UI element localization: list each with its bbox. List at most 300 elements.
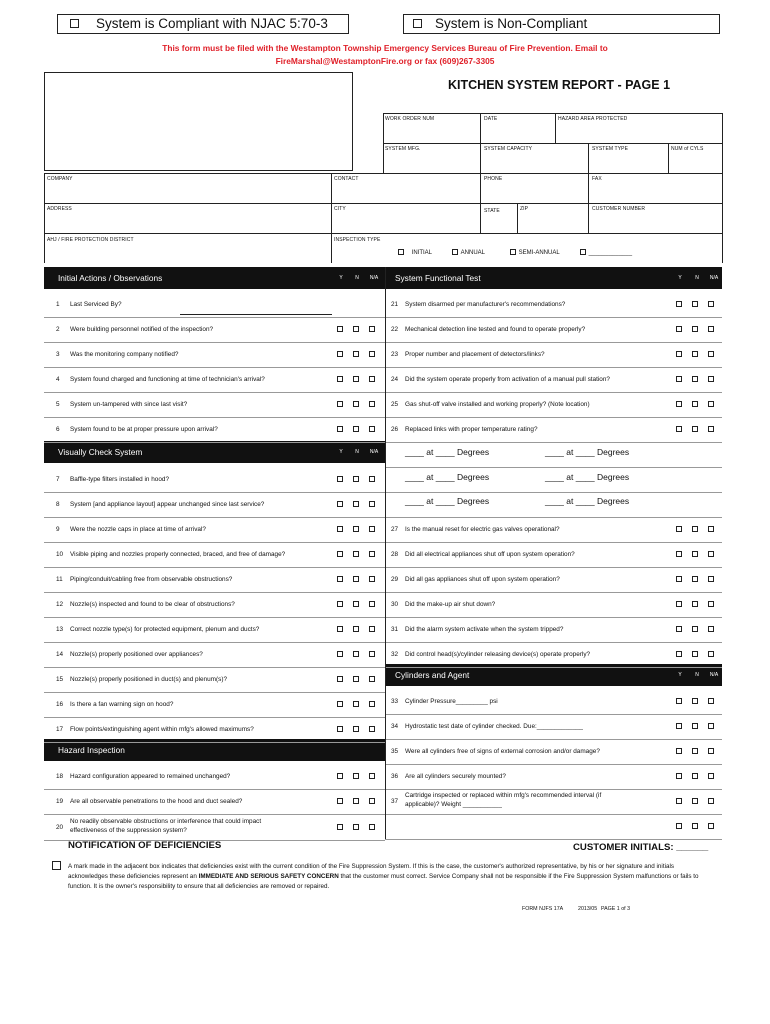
no-checkbox[interactable] <box>353 601 359 607</box>
yes-checkbox[interactable] <box>676 798 682 804</box>
work-order-label: WORK ORDER NUM <box>385 116 435 122</box>
right-item-row <box>385 764 722 789</box>
degree-entry[interactable]: ____ at ____ Degrees <box>405 447 490 457</box>
item-text: System found to be at proper pressure upon arrival? <box>70 426 218 433</box>
yn-checkboxes <box>676 417 724 442</box>
no-checkbox[interactable] <box>353 824 359 830</box>
na-checkbox[interactable] <box>708 823 714 829</box>
no-checkbox[interactable] <box>353 526 359 532</box>
left-item-row <box>50 517 385 542</box>
col-y: Y <box>678 275 682 281</box>
inspection-semi-annual-option[interactable] <box>510 249 560 256</box>
item-text: Did all electrical appliances shut off upon system operation? <box>405 551 575 558</box>
yn-checkboxes <box>337 717 385 742</box>
hazard-title: Hazard Inspection <box>58 745 125 755</box>
item-number: 22 <box>391 326 399 333</box>
divider <box>383 113 722 114</box>
yn-checkboxes <box>676 714 724 739</box>
na-checkbox[interactable] <box>708 351 714 357</box>
na-checkbox[interactable] <box>369 626 375 632</box>
no-checkbox[interactable] <box>692 748 698 754</box>
left-item-row <box>50 392 385 417</box>
semi-annual-checkbox[interactable] <box>510 249 516 255</box>
yes-checkbox[interactable] <box>676 698 682 704</box>
inspection-annual-option[interactable] <box>452 249 485 256</box>
yes-checkbox[interactable] <box>337 726 343 732</box>
yes-checkbox[interactable] <box>337 551 343 557</box>
row-divider <box>385 667 722 668</box>
item-text: System un-tampered with since last visit? <box>70 401 188 408</box>
item-text: Did the alarm system activate when the system tripped? <box>405 626 564 633</box>
na-checkbox[interactable] <box>708 773 714 779</box>
yes-checkbox[interactable] <box>676 651 682 657</box>
yes-checkbox[interactable] <box>676 626 682 632</box>
item-text: Mechanical detection line tested and found to operate properly? <box>405 326 586 333</box>
annual-label: ANNUAL <box>460 249 486 256</box>
logo-area <box>44 72 353 171</box>
yes-checkbox[interactable] <box>676 376 682 382</box>
yes-checkbox[interactable] <box>337 651 343 657</box>
no-checkbox[interactable] <box>692 723 698 729</box>
item-number: 16 <box>56 701 64 708</box>
no-checkbox[interactable] <box>353 701 359 707</box>
na-checkbox[interactable] <box>369 701 375 707</box>
yn-checkboxes <box>337 417 385 442</box>
yn-checkboxes <box>676 689 724 714</box>
no-checkbox[interactable] <box>692 651 698 657</box>
yes-checkbox[interactable] <box>337 426 343 432</box>
system-functional-title: System Functional Test <box>395 273 481 283</box>
initial-checkbox[interactable] <box>398 249 404 255</box>
item-number: 1 <box>56 301 60 308</box>
no-checkbox[interactable] <box>692 626 698 632</box>
yn-checkboxes <box>337 467 385 492</box>
na-checkbox[interactable] <box>708 301 714 307</box>
item-number: 17 <box>56 726 64 733</box>
yes-checkbox[interactable] <box>676 326 682 332</box>
na-checkbox[interactable] <box>708 376 714 382</box>
left-item-row <box>50 567 385 592</box>
no-checkbox[interactable] <box>692 698 698 704</box>
report-title: KITCHEN SYSTEM REPORT - PAGE 1 <box>448 78 671 92</box>
yn-checkboxes <box>337 317 385 342</box>
no-checkbox[interactable] <box>353 773 359 779</box>
yn-checkboxes <box>676 517 724 542</box>
yn-checkboxes <box>676 317 724 342</box>
noncompliant-label: System is Non-Compliant <box>435 16 588 31</box>
na-checkbox[interactable] <box>369 351 375 357</box>
na-checkbox[interactable] <box>708 551 714 557</box>
right-item-row <box>385 789 722 814</box>
na-checkbox[interactable] <box>708 651 714 657</box>
yn-checkboxes <box>337 592 385 617</box>
no-checkbox[interactable] <box>353 501 359 507</box>
item-number: 33 <box>391 698 399 705</box>
divider <box>588 173 589 233</box>
row-divider <box>385 492 722 493</box>
last-serviced-line[interactable] <box>180 314 332 315</box>
customer-number-label: CUSTOMER NUMBER <box>592 206 646 212</box>
degree-entry[interactable]: ____ at ____ Degrees <box>405 496 490 506</box>
right-item-row <box>385 642 722 667</box>
na-checkbox[interactable] <box>708 401 714 407</box>
left-item-row <box>50 317 385 342</box>
item-text: Replaced links with proper temperature rating? <box>405 426 538 433</box>
item-text: Proper number and placement of detectors/links? <box>405 351 545 358</box>
yes-checkbox[interactable] <box>337 601 343 607</box>
yes-checkbox[interactable] <box>337 701 343 707</box>
system-capacity-label: SYSTEM CAPACITY <box>484 146 533 152</box>
divider <box>480 173 481 233</box>
item-number: 11 <box>56 576 63 583</box>
row-divider <box>44 742 385 743</box>
visually-check-header <box>44 441 385 463</box>
annual-checkbox[interactable] <box>452 249 458 255</box>
date-label: DATE <box>484 116 498 122</box>
customer-initials[interactable]: CUSTOMER INITIALS: ______ <box>573 842 709 853</box>
system-functional-header <box>385 267 722 289</box>
yes-checkbox[interactable] <box>676 773 682 779</box>
no-checkbox[interactable] <box>353 651 359 657</box>
address-label: ADDRESS <box>47 206 72 212</box>
yn-checkboxes <box>337 542 385 567</box>
fax-label: FAX <box>592 176 602 182</box>
right-item-row <box>385 567 722 592</box>
yn-checkboxes <box>676 814 724 839</box>
na-checkbox[interactable] <box>708 748 714 754</box>
no-checkbox[interactable] <box>353 426 359 432</box>
deficiency-checkbox[interactable] <box>52 861 61 870</box>
yn-checkboxes <box>676 367 724 392</box>
yes-checkbox[interactable] <box>676 601 682 607</box>
na-checkbox[interactable] <box>708 798 714 804</box>
divider <box>555 113 556 143</box>
item-number: 28 <box>391 551 399 558</box>
item-text: Hazard configuration appeared to remained unchanged? <box>70 773 231 780</box>
yes-checkbox[interactable] <box>337 576 343 582</box>
compliance-box-compliant <box>57 14 349 34</box>
divider <box>480 113 481 143</box>
item-number: 19 <box>56 798 64 805</box>
noncompliant-checkbox[interactable] <box>413 19 422 28</box>
yes-checkbox[interactable] <box>337 773 343 779</box>
no-checkbox[interactable] <box>692 601 698 607</box>
no-checkbox[interactable] <box>692 326 698 332</box>
right-item-row <box>385 367 722 392</box>
na-checkbox[interactable] <box>369 526 375 532</box>
item-text: Did all gas appliances shut off upon system operation? <box>405 576 560 583</box>
visually-check-title: Visually Check System <box>58 447 143 457</box>
form-id: FORM NJFS 17A <box>522 906 564 912</box>
no-checkbox[interactable] <box>353 401 359 407</box>
na-checkbox[interactable] <box>369 824 375 830</box>
no-checkbox[interactable] <box>692 798 698 804</box>
item-number: 9 <box>56 526 60 533</box>
filing-notice <box>0 42 770 68</box>
divider <box>480 143 481 173</box>
other-label: _____________ <box>588 249 633 256</box>
no-checkbox[interactable] <box>692 576 698 582</box>
item-text: Were building personnel notified of the inspection? <box>70 326 214 333</box>
yes-checkbox[interactable] <box>676 551 682 557</box>
yes-checkbox[interactable] <box>676 301 682 307</box>
divider <box>517 203 518 233</box>
col-na: N/A <box>709 275 719 281</box>
divider <box>383 113 384 173</box>
degree-entry[interactable]: ____ at ____ Degrees <box>545 447 630 457</box>
yes-checkbox[interactable] <box>676 723 682 729</box>
row-divider <box>44 442 385 443</box>
yes-checkbox[interactable] <box>676 401 682 407</box>
right-item-row <box>385 689 722 714</box>
yes-checkbox[interactable] <box>676 526 682 532</box>
right-item-row <box>385 592 722 617</box>
left-item-row <box>50 815 385 840</box>
na-checkbox[interactable] <box>708 601 714 607</box>
right-item-row <box>385 342 722 367</box>
no-checkbox[interactable] <box>353 376 359 382</box>
left-item-row <box>50 367 385 392</box>
col-n: N <box>355 449 359 455</box>
contact-label: CONTACT <box>334 176 359 182</box>
item-text: Was the monitoring company notified? <box>70 351 179 358</box>
form-revision: 2013/05 <box>578 906 598 912</box>
na-checkbox[interactable] <box>369 601 375 607</box>
na-checkbox[interactable] <box>708 326 714 332</box>
na-checkbox[interactable] <box>369 798 375 804</box>
item-number: 13 <box>56 626 64 633</box>
company-label: COMPANY <box>47 176 73 182</box>
no-checkbox[interactable] <box>692 551 698 557</box>
no-checkbox[interactable] <box>353 551 359 557</box>
na-checkbox[interactable] <box>369 651 375 657</box>
yes-checkbox[interactable] <box>676 576 682 582</box>
item-text: Gas shut-off valve installed and working properly? (Note location) <box>405 401 590 408</box>
item-text: Piping/conduit/cabling free from observable obstructions? <box>70 576 233 583</box>
semi-annual-label: SEMI-ANNUAL <box>518 249 560 256</box>
item-number: 25 <box>391 401 399 408</box>
no-checkbox[interactable] <box>353 476 359 482</box>
yn-checkboxes <box>337 764 385 789</box>
na-checkbox[interactable] <box>369 376 375 382</box>
inspection-other-option[interactable] <box>580 249 632 256</box>
na-checkbox[interactable] <box>708 626 714 632</box>
no-checkbox[interactable] <box>353 626 359 632</box>
yes-checkbox[interactable] <box>676 748 682 754</box>
yes-checkbox[interactable] <box>676 823 682 829</box>
yes-checkbox[interactable] <box>337 798 343 804</box>
left-item-row <box>50 417 385 442</box>
left-item-row <box>50 717 385 742</box>
col-na: N/A <box>369 449 379 455</box>
item-text: Were the nozzle caps in place at time of arrival? <box>70 526 206 533</box>
left-item-row <box>50 667 385 692</box>
na-checkbox[interactable] <box>369 551 375 557</box>
yes-checkbox[interactable] <box>676 426 682 432</box>
no-checkbox[interactable] <box>692 526 698 532</box>
yes-checkbox[interactable] <box>337 376 343 382</box>
item-text: Are all observable penetrations to the hood and duct sealed? <box>70 798 243 805</box>
item-number: 10 <box>56 551 64 558</box>
yes-checkbox[interactable] <box>337 476 343 482</box>
filing-notice-line2: FireMarshal@WestamptonFire.org or fax (609)267-3305 <box>275 56 495 66</box>
cylinders-title: Cylinders and Agent <box>395 670 470 680</box>
compliant-checkbox[interactable] <box>70 19 79 28</box>
na-checkbox[interactable] <box>369 401 375 407</box>
yes-checkbox[interactable] <box>337 501 343 507</box>
other-checkbox[interactable] <box>580 249 586 255</box>
item-number: 5 <box>56 401 60 408</box>
na-checkbox[interactable] <box>708 698 714 704</box>
inspection-initial-option[interactable] <box>398 249 432 256</box>
na-checkbox[interactable] <box>369 576 375 582</box>
no-checkbox[interactable] <box>692 426 698 432</box>
item-text: Nozzle(s) properly positioned over appliances? <box>70 651 203 658</box>
na-checkbox[interactable] <box>369 773 375 779</box>
item-text: Did the system operate properly from activation of a manual pull station? <box>405 376 610 383</box>
degree-entry[interactable]: ____ at ____ Degrees <box>545 472 630 482</box>
na-checkbox[interactable] <box>708 526 714 532</box>
na-checkbox[interactable] <box>369 501 375 507</box>
left-item-row <box>50 692 385 717</box>
yn-checkboxes <box>676 567 724 592</box>
col-n: N <box>355 275 359 281</box>
no-checkbox[interactable] <box>692 773 698 779</box>
col-y: Y <box>339 449 343 455</box>
inspection-type-label: INSPECTION TYPE <box>334 237 381 243</box>
no-checkbox[interactable] <box>353 351 359 357</box>
item-number: 31 <box>391 626 399 633</box>
yes-checkbox[interactable] <box>337 401 343 407</box>
item-number: 24 <box>391 376 399 383</box>
item-number: 26 <box>391 426 399 433</box>
left-item-row <box>50 789 385 814</box>
yn-checkboxes <box>337 815 385 840</box>
item-text: Are all cylinders securely mounted? <box>405 773 506 780</box>
col-na: N/A <box>369 275 379 281</box>
yes-checkbox[interactable] <box>337 351 343 357</box>
item-text: Baffle-type filters installed in hood? <box>70 476 169 483</box>
item-number: 4 <box>56 376 60 383</box>
initial-actions-title: Initial Actions / Observations <box>58 273 163 283</box>
divider <box>722 113 723 263</box>
divider <box>44 173 45 263</box>
system-mfg-label: SYSTEM MFG. <box>385 146 421 152</box>
item-text: Flow points/extinguishing agent within mfg's allowed maximums? <box>70 726 254 733</box>
na-checkbox[interactable] <box>369 726 375 732</box>
left-item-row <box>50 542 385 567</box>
yes-checkbox[interactable] <box>337 676 343 682</box>
divider <box>668 143 669 173</box>
deficiency-notice <box>68 862 708 892</box>
no-checkbox[interactable] <box>353 326 359 332</box>
right-item-row <box>385 739 722 764</box>
left-item-row <box>50 592 385 617</box>
yn-checkboxes <box>676 342 724 367</box>
yes-checkbox[interactable] <box>676 351 682 357</box>
compliance-box-noncompliant <box>403 14 720 34</box>
item-number: 15 <box>56 676 64 683</box>
city-label: CITY <box>334 206 346 212</box>
na-checkbox[interactable] <box>708 576 714 582</box>
right-item-row <box>385 417 722 442</box>
row-divider <box>385 442 722 443</box>
yn-checkboxes <box>676 739 724 764</box>
no-checkbox[interactable] <box>353 576 359 582</box>
no-checkbox[interactable] <box>692 301 698 307</box>
yn-checkboxes <box>337 342 385 367</box>
yn-checkboxes <box>337 367 385 392</box>
item-number: 27 <box>391 526 399 533</box>
yn-checkboxes <box>337 567 385 592</box>
na-checkbox[interactable] <box>708 723 714 729</box>
no-checkbox[interactable] <box>353 798 359 804</box>
item-number: 34 <box>391 723 399 730</box>
no-checkbox[interactable] <box>353 676 359 682</box>
item-text: Nozzle(s) properly positioned in duct(s) and plenum(s)? <box>70 676 227 683</box>
yn-checkboxes <box>676 592 724 617</box>
left-item-row <box>50 467 385 492</box>
left-item-row <box>50 342 385 367</box>
na-checkbox[interactable] <box>369 426 375 432</box>
left-item-row <box>50 492 385 517</box>
right-item-row <box>385 392 722 417</box>
no-checkbox[interactable] <box>692 376 698 382</box>
yes-checkbox[interactable] <box>337 326 343 332</box>
item-text: Hydrostatic test date of cylinder checked. Due:_____________ <box>405 723 583 730</box>
yes-checkbox[interactable] <box>337 626 343 632</box>
no-checkbox[interactable] <box>692 401 698 407</box>
item-number: 30 <box>391 601 399 608</box>
yes-checkbox[interactable] <box>337 526 343 532</box>
deficiency-notice-bold: IMMEDIATE AND SERIOUS SAFETY CONCERN <box>198 873 339 880</box>
degree-entry[interactable]: ____ at ____ Degrees <box>545 496 630 506</box>
yn-checkboxes <box>676 617 724 642</box>
divider <box>44 173 722 174</box>
yn-checkboxes <box>337 789 385 814</box>
item-text: Were all cylinders free of signs of external corrosion and/or damage? <box>405 748 600 755</box>
item-text: No readily observable obstructions or interference that could impact effectiveness of the suppression system? <box>70 818 262 834</box>
yn-checkboxes <box>676 542 724 567</box>
initial-label: INITIAL <box>411 249 433 256</box>
item-number: 35 <box>391 748 399 755</box>
degree-entry[interactable]: ____ at ____ Degrees <box>405 472 490 482</box>
row-divider <box>385 839 722 840</box>
item-number: 23 <box>391 351 399 358</box>
item-number: 32 <box>391 651 399 658</box>
right-item-row <box>385 617 722 642</box>
yes-checkbox[interactable] <box>337 824 343 830</box>
no-checkbox[interactable] <box>692 823 698 829</box>
yn-checkboxes <box>337 517 385 542</box>
na-checkbox[interactable] <box>369 476 375 482</box>
page-indicator: PAGE 1 of 3 <box>601 906 631 912</box>
divider <box>588 143 589 173</box>
no-checkbox[interactable] <box>353 726 359 732</box>
no-checkbox[interactable] <box>692 351 698 357</box>
na-checkbox[interactable] <box>369 676 375 682</box>
item-text: Did the make-up air shut down? <box>405 601 496 608</box>
state-label: STATE <box>484 208 500 214</box>
item-text: Cartridge inspected or replaced within mfg's recommended interval (if applicable)? Weight ___________ <box>405 792 602 808</box>
item-text: Cylinder Pressure_________ psi <box>405 698 498 705</box>
divider <box>44 203 722 204</box>
na-checkbox[interactable] <box>369 326 375 332</box>
yn-checkboxes <box>337 642 385 667</box>
phone-label: PHONE <box>484 176 503 182</box>
na-checkbox[interactable] <box>708 426 714 432</box>
item-number: 12 <box>56 601 64 608</box>
